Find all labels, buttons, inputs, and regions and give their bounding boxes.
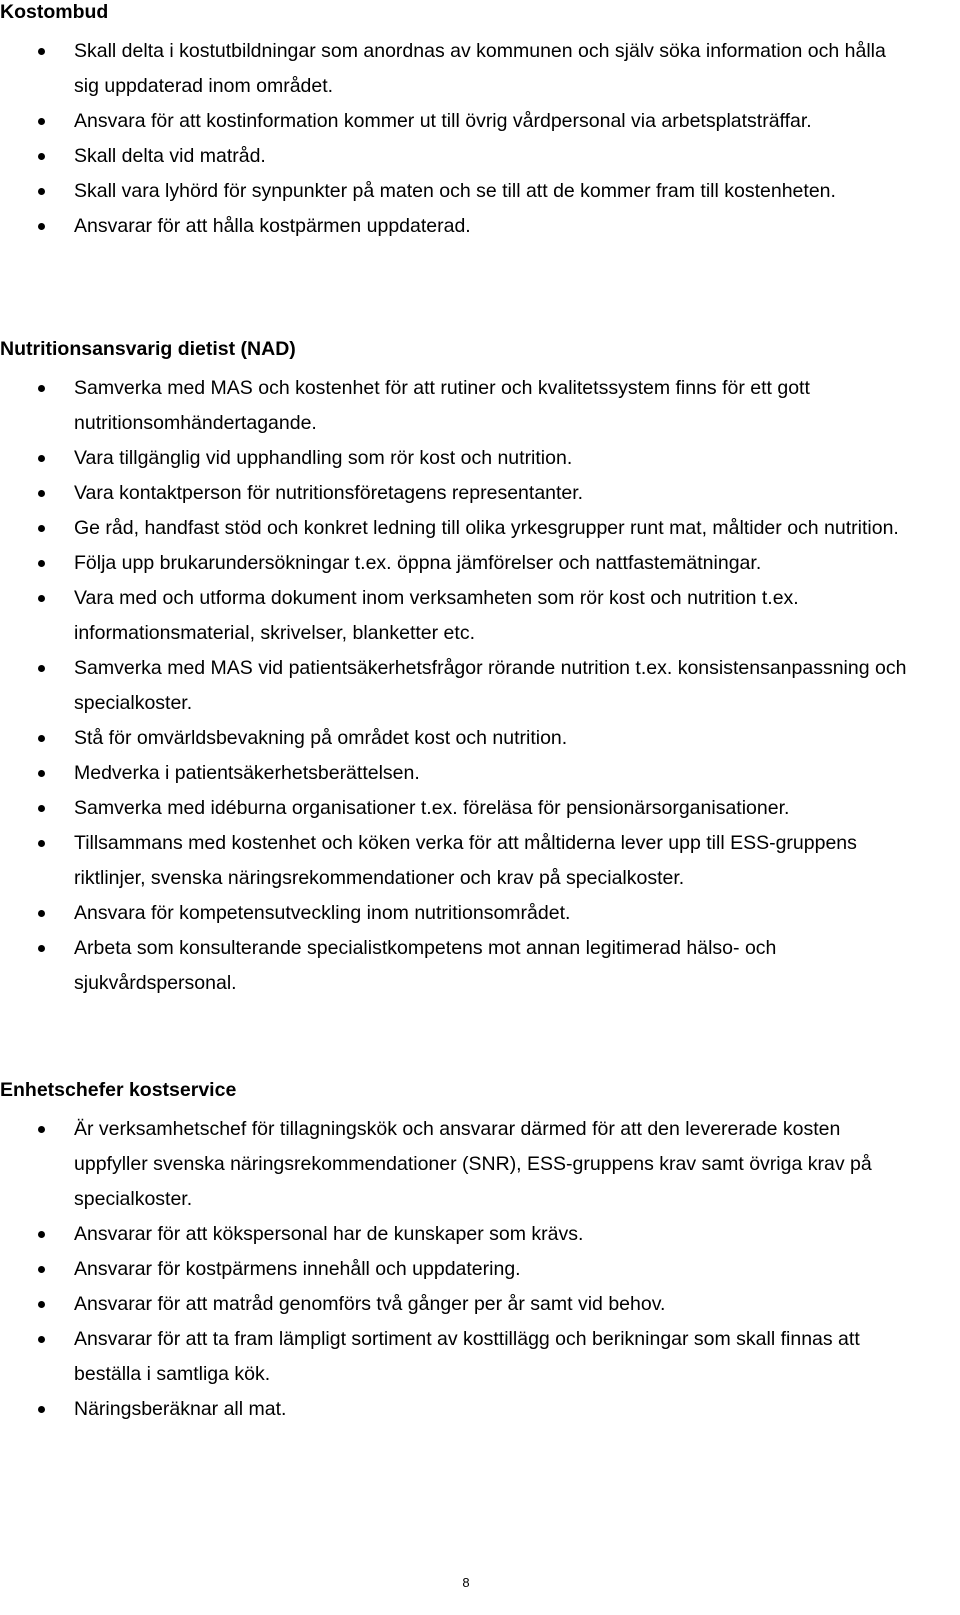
bullet-icon: [38, 770, 45, 777]
list-item: Stå för omvärldsbevakning på området kost och nutrition.: [0, 721, 914, 756]
bullet-icon: [38, 1266, 45, 1273]
bullet-list: [0, 371, 960, 1001]
section-heading: Nutritionsansvarig dietist (NAD): [0, 338, 296, 360]
bullet-icon: [38, 1336, 45, 1343]
bullet-icon: [38, 118, 45, 125]
list-item: Skall delta i kostutbildningar som anordnas av kommunen och själv söka information och hålla sig uppdaterad inom området.: [0, 34, 914, 104]
bullet-icon: [38, 840, 45, 847]
bullet-icon: [38, 153, 45, 160]
list-item: Medverka i patientsäkerhetsberättelsen.: [0, 756, 914, 791]
section-nutritionsansvarig-dietist: [0, 337, 960, 1001]
section-kostombud: [0, 0, 960, 244]
bullet-icon: [38, 455, 45, 462]
list-item: Ansvarar för att matråd genomförs två gånger per år samt vid behov.: [0, 1287, 914, 1322]
list-item: Ansvarar för att ta fram lämpligt sortiment av kosttillägg och berikningar som skall finnas att beställa i samtliga kök.: [0, 1322, 914, 1392]
bullet-icon: [38, 595, 45, 602]
list-item: Följa upp brukarundersökningar t.ex. öppna jämförelser och nattfastemätningar.: [0, 546, 914, 581]
list-item: Samverka med MAS vid patientsäkerhetsfrågor rörande nutrition t.ex. konsistensanpassning och specialkoster.: [0, 651, 914, 721]
list-item: Ansvarar för att hålla kostpärmen uppdaterad.: [0, 209, 914, 244]
list-item: Näringsberäknar all mat.: [0, 1392, 914, 1427]
bullet-icon: [38, 560, 45, 567]
page-number: 8: [462, 1575, 470, 1590]
list-item: Skall vara lyhörd för synpunkter på maten och se till att de kommer fram till kostenheten.: [0, 174, 914, 209]
bullet-icon: [38, 1301, 45, 1308]
list-item: Ansvarar för att kökspersonal har de kunskaper som krävs.: [0, 1217, 914, 1252]
list-item: Arbeta som konsulterande specialistkompetens mot annan legitimerad hälso- och sjukvårdspersonal.: [0, 931, 914, 1001]
section-enhetschefer-kostservice: [0, 1078, 960, 1427]
list-item: Vara tillgänglig vid upphandling som rör kost och nutrition.: [0, 441, 914, 476]
bullet-icon: [38, 1126, 45, 1133]
bullet-icon: [38, 1406, 45, 1413]
bullet-icon: [38, 490, 45, 497]
list-item: Ansvarar för kostpärmens innehåll och uppdatering.: [0, 1252, 914, 1287]
list-item: Tillsammans med kostenhet och köken verka för att måltiderna lever upp till ESS-gruppens riktlinjer, svenska näringsrekommendationer och krav på specialkoster.: [0, 826, 914, 896]
list-item: Samverka med MAS och kostenhet för att rutiner och kvalitetssystem finns för ett gott nutritionsomhändertagande.: [0, 371, 914, 441]
section-heading: Kostombud: [0, 1, 109, 23]
list-item: Vara kontaktperson för nutritionsföretagens representanter.: [0, 476, 914, 511]
list-item: Ansvara för att kostinformation kommer ut till övrig vårdpersonal via arbetsplatsträffar.: [0, 104, 914, 139]
bullet-icon: [38, 1231, 45, 1238]
list-item: Ansvara för kompetensutveckling inom nutritionsområdet.: [0, 896, 914, 931]
bullet-icon: [38, 188, 45, 195]
bullet-icon: [38, 525, 45, 532]
bullet-icon: [38, 665, 45, 672]
bullet-icon: [38, 48, 45, 55]
bullet-icon: [38, 805, 45, 812]
list-item: Skall delta vid matråd.: [0, 139, 914, 174]
bullet-icon: [38, 945, 45, 952]
bullet-icon: [38, 910, 45, 917]
section-heading: Enhetschefer kostservice: [0, 1079, 237, 1101]
bullet-list: [0, 1112, 960, 1427]
list-item: Är verksamhetschef för tillagningskök och ansvarar därmed för att den levererade kosten uppfyller svenska näringsrekommendationer (SNR), ESS-gruppens krav samt övriga krav på specialkoster.: [0, 1112, 914, 1217]
bullet-icon: [38, 735, 45, 742]
bullet-list: [0, 34, 960, 244]
bullet-icon: [38, 385, 45, 392]
list-item: Ge råd, handfast stöd och konkret ledning till olika yrkesgrupper runt mat, måltider och nutrition.: [0, 511, 914, 546]
bullet-icon: [38, 223, 45, 230]
list-item: Samverka med idéburna organisationer t.ex. föreläsa för pensionärsorganisationer.: [0, 791, 914, 826]
list-item: Vara med och utforma dokument inom verksamheten som rör kost och nutrition t.ex. informationsmaterial, skrivelser, blanketter etc.: [0, 581, 914, 651]
